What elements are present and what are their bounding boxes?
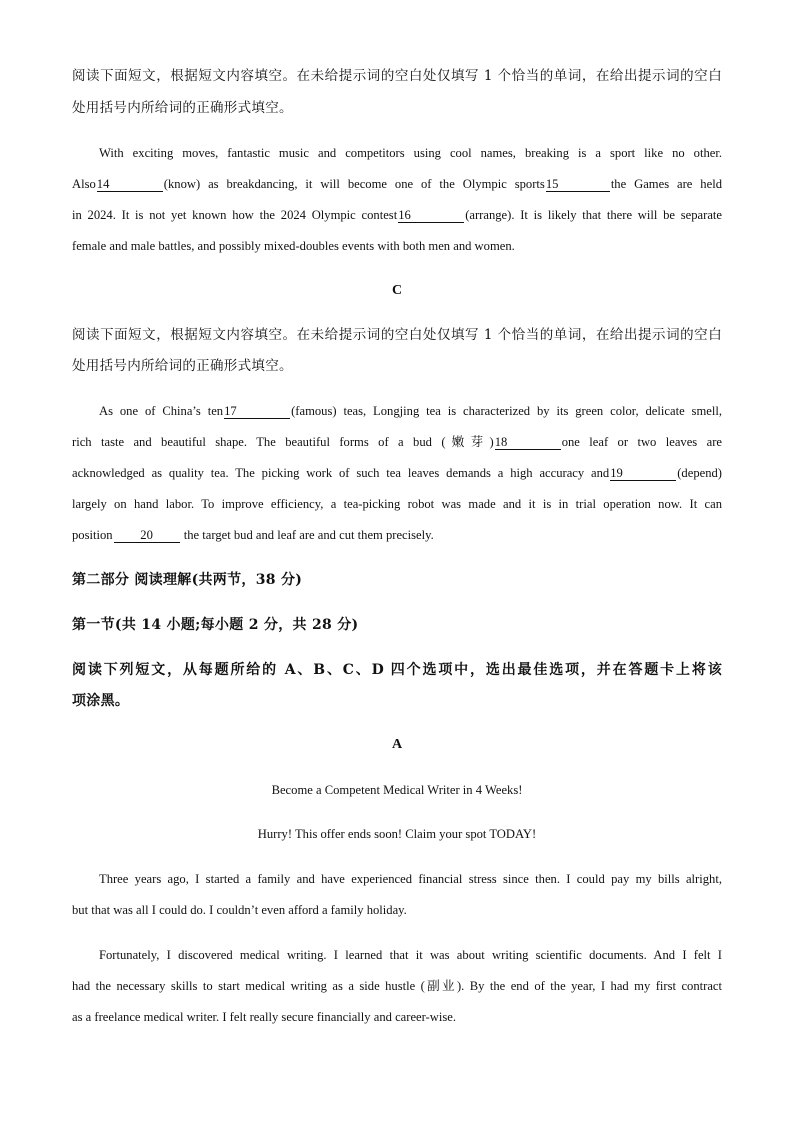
section-b-instruction-line-2: 处用括号内所给词的正确形式填空。 xyxy=(72,100,293,116)
passage-text: one leaf or two leaves are xyxy=(561,435,722,449)
blank-20[interactable]: 20 xyxy=(114,528,180,543)
part-two-instruction-line-2: 项涂黑。 xyxy=(72,693,130,709)
section-b-passage-line-2 xyxy=(72,176,722,192)
section-c-passage-line-5 xyxy=(72,527,722,543)
passage-a-p2-line-3: as a freelance medical writer. I felt really secure financially and career-wise. xyxy=(72,1010,456,1024)
passage-text: (famous) teas, Longjing tea is characterized by its green color, delicate smell, xyxy=(291,404,722,418)
passage-a-heading: A xyxy=(391,737,403,752)
blank-14[interactable]: 14 xyxy=(97,177,163,192)
passage-text: Also xyxy=(72,177,96,191)
section-c-passage-line-1 xyxy=(72,403,722,419)
section-c-passage-line-4: largely on hand labor. To improve efficiency, a tea-picking robot was made and it is in trial operation now. It can xyxy=(72,497,722,511)
section-c-instruction-line-2: 处用括号内所给词的正确形式填空。 xyxy=(72,358,293,374)
section-c-heading: C xyxy=(391,283,403,298)
section-b-passage-line-1: With exciting moves, fantastic music and competitors using cool names, breaking is a sport like no other. xyxy=(99,146,722,160)
passage-text: rich taste and beautiful shape. The beautiful forms of a bud (嫩芽) xyxy=(72,435,494,449)
blank-15[interactable]: 15 xyxy=(546,177,610,192)
passage-text: in 2024. It is not yet known how the 2024 Olympic contest xyxy=(72,208,398,222)
passage-a-p1-line-1: Three years ago, I started a family and have experienced financial stress since then. I could pay my bills alright, xyxy=(99,872,722,886)
passage-a-p2-line-2: had the necessary skills to start medical writing as a side hustle (副业). By the end of the year, I had my first contract xyxy=(72,979,722,993)
passage-a-title: Become a Competent Medical Writer in 4 Weeks! xyxy=(271,783,523,797)
section-b-instruction-line-1: 阅读下面短文，根据短文内容填空。在未给提示词的空白处仅填写 1 个恰当的单词，在给出提示词的空白 xyxy=(72,68,722,84)
passage-text: As one of China’s ten xyxy=(99,404,224,418)
blank-19[interactable]: 19 xyxy=(610,466,676,481)
passage-text: (know) as breakdancing, it will become one of the Olympic sports xyxy=(163,177,545,191)
passage-text: the Games are held xyxy=(610,177,722,191)
part-two-title: 第二部分 阅读理解(共两节，38 分) xyxy=(72,572,303,588)
passage-text: (depend) xyxy=(677,466,722,480)
section-c-instruction-line-1: 阅读下面短文，根据短文内容填空。在未给提示词的空白处仅填写 1 个恰当的单词，在给出提示词的空白 xyxy=(72,327,722,343)
blank-17[interactable]: 17 xyxy=(224,404,290,419)
blank-16[interactable]: 16 xyxy=(398,208,464,223)
passage-a-p2-line-1: Fortunately, I discovered medical writing. I learned that it was about writing scientific documents. And I felt I xyxy=(99,948,722,962)
section-b-passage-line-3 xyxy=(72,207,722,223)
part-two-instruction-line-1: 阅读下列短文，从每题所给的 A、B、C、D 四个选项中，选出最佳选项，并在答题卡上将该 xyxy=(72,662,722,678)
section-c-passage-line-3 xyxy=(72,465,722,481)
section-one-title: 第一节(共 14 小题;每小题 2 分，共 28 分) xyxy=(72,617,359,633)
passage-text: acknowledged as quality tea. The picking work of such tea leaves demands a high accuracy and xyxy=(72,466,610,480)
passage-text: position xyxy=(72,528,113,542)
passage-a-subtitle: Hurry! This offer ends soon! Claim your spot TODAY! xyxy=(257,827,537,841)
blank-18[interactable]: 18 xyxy=(495,435,561,450)
section-c-passage-line-2 xyxy=(72,434,722,450)
section-b-passage-line-4: female and male battles, and possibly mixed-doubles events with both men and women. xyxy=(72,239,515,253)
passage-text: the target bud and leaf are and cut them precisely. xyxy=(180,528,434,542)
passage-a-p1-line-2: but that was all I could do. I couldn’t even afford a family holiday. xyxy=(72,903,407,917)
passage-text: (arrange). It is likely that there will be separate xyxy=(465,208,723,222)
